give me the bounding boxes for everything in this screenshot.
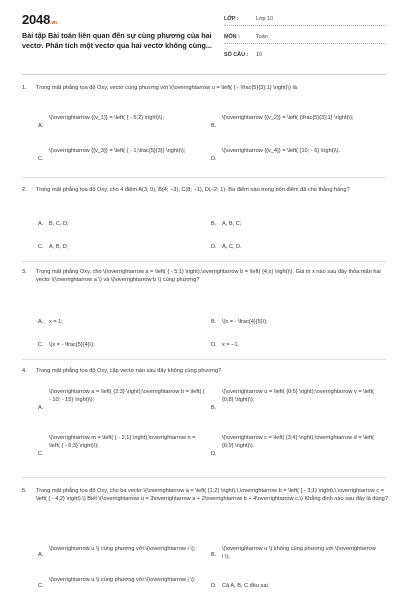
option-text: \(\overrightarrow m = \left( { - 2;1} \right);\overrightarrow n = \left( { - 6;3} \right)\); <box>49 435 196 450</box>
option-c[interactable] <box>38 434 206 457</box>
meta-key: LỚP : <box>224 16 239 22</box>
option-label: A. <box>38 552 44 558</box>
option-label: C. <box>38 583 44 589</box>
option-text: \(\overrightarrow a = \left( {2;3} \right);\overrightarrow b = \left( { - 10; - 15} \right)\); <box>49 389 205 404</box>
option-label: B. <box>211 123 217 129</box>
option-text: \(\overrightarrow {{v_4}} = \left( {10; - 6} \right)\). <box>222 148 340 154</box>
meta-value: Lớp 10 <box>256 16 274 22</box>
option-text: \(x = - \frac{4}{5}\); <box>222 319 268 325</box>
meta-row-class <box>224 14 386 32</box>
option-text: x = 1; <box>49 319 63 325</box>
question-text: Trong mặt phẳng tọa độ Oxy, vectơ cùng phương với \(\overrightarrow u = \left( { - \frac{5}{3};1} \right)\) là <box>36 85 297 91</box>
meta-key: SỐ CÂU : <box>224 52 249 58</box>
question-5 <box>22 487 388 504</box>
option-d[interactable] <box>211 147 376 162</box>
option-text: \(\overrightarrow {{v_3}} = \left( { - 1;\frac{5}{3}} \right)\); <box>49 148 186 154</box>
option-label: C. <box>38 451 44 457</box>
option-text: \(\overrightarrow {{v_1}} = \left( { - 5;2} \right)\); <box>49 115 164 121</box>
option-label: D. <box>211 583 217 589</box>
option-b[interactable] <box>211 545 376 562</box>
header-divider <box>22 74 386 75</box>
option-a[interactable] <box>38 220 198 228</box>
option-label: D. <box>211 156 217 162</box>
option-d[interactable] <box>211 582 376 590</box>
option-label: D. <box>211 342 217 348</box>
option-label: C. <box>38 342 44 348</box>
option-b[interactable] <box>211 220 376 228</box>
option-b[interactable] <box>211 114 376 129</box>
question-number: 5. <box>22 488 27 494</box>
option-label: B. <box>211 221 217 227</box>
question-number: 1. <box>22 85 27 91</box>
option-text: \(\overrightarrow u = \left( {0;5} \right);\overrightarrow v = \left( {0;8} \right)\); <box>222 389 375 404</box>
option-label: A. <box>38 319 44 325</box>
option-text: A, C, D. <box>222 244 242 250</box>
option-b[interactable] <box>211 388 376 411</box>
option-text: \(\overrightarrow u \) không cùng phương với \(\overrightarrow i \); <box>222 546 376 561</box>
option-text: x = −1. <box>222 342 240 348</box>
option-c[interactable] <box>38 147 198 162</box>
question-text: Trong mặt phẳng tọa độ Oxy, cho 4 điểm A(3; 0), B(4; −3), C(8; −1), D(−2; 1). Ba điểm nào trong bốn điểm đã cho thẳng hàng? <box>36 187 350 193</box>
question-number: 4. <box>22 368 27 374</box>
option-a[interactable] <box>38 114 198 129</box>
option-c[interactable] <box>38 243 198 251</box>
option-text: A, B, D; <box>49 244 69 250</box>
meta-row-subject <box>224 32 386 50</box>
question-4 <box>22 367 388 375</box>
option-text: \(\overrightarrow {{v_2}} = \left( {\frac{5}{3};1} \right)\); <box>222 115 354 121</box>
option-a[interactable] <box>38 318 198 326</box>
option-a[interactable] <box>38 388 206 411</box>
option-c[interactable] <box>38 341 198 349</box>
question-divider <box>22 359 386 360</box>
question-text: Trong mặt phẳng tọa độ Oxy, cho ba vectơ \(\overrightarrow a = \left( {1;2} \right),\,\overrightarrow b = \left( { - 3;1} \right),\,\overrightarrow c = \left( { - 4;2} \right).\) Biết \(\overrightarrow u = 3\overrightarrow a + 2\overrightarrow b + 4\overrightarrow c.\) Khẳng định nào sau đây là đúng? <box>36 488 388 503</box>
option-text: Cả A, B, C đều sai. <box>222 583 270 589</box>
option-label: C. <box>38 244 44 250</box>
logo-suffix: .vn <box>50 20 57 26</box>
question-1 <box>22 84 388 92</box>
site-logo[interactable] <box>22 12 57 27</box>
option-d[interactable] <box>211 243 376 251</box>
worksheet-meta <box>224 14 386 68</box>
option-text: \(x = - \frac{5}{4}\); <box>49 342 95 348</box>
question-text: Trong mặt phẳng Oxy, cho \(\overrightarrow a = \left( { - 5;1} \right),\overrightarrow b = \left( {4;x} \right)\). Giá trị x nào sau đây thỏa mãn hai vectơ \(\overrightarrow a \) và \(\overrightarrow b \) cùng phương? <box>36 269 381 284</box>
question-divider <box>22 177 386 178</box>
option-text: B, C, D; <box>49 221 69 227</box>
worksheet-title: Bài tập Bài toán liên quan đến sự cùng phương của hai vectơ. Phân tích một vectơ qua hai vectơ không cùng... <box>22 31 212 50</box>
option-a[interactable] <box>38 545 198 558</box>
question-text: Trong mặt phẳng tọa độ Oxy, cặp vectơ nào sau đây không cùng phương? <box>36 368 222 374</box>
question-number: 2. <box>22 187 27 193</box>
option-text: \(\overrightarrow c = \left( {3;4} \right);\overrightarrow d = \left( {6;9} \right)\). <box>222 435 375 450</box>
meta-value: 10 <box>256 52 262 58</box>
option-label: D. <box>211 451 217 457</box>
question-2 <box>22 186 388 194</box>
question-number: 3. <box>22 269 27 275</box>
meta-value: Toán <box>256 34 268 40</box>
question-divider <box>22 261 386 262</box>
option-text: A, B, C; <box>222 221 242 227</box>
meta-key: MÔN : <box>224 34 240 40</box>
question-3 <box>22 268 388 285</box>
option-label: D. <box>211 244 217 250</box>
meta-row-count <box>224 50 386 68</box>
option-b[interactable] <box>211 318 376 326</box>
option-label: B. <box>211 319 217 325</box>
option-label: B. <box>211 405 217 411</box>
option-text: \(\overrightarrow u \) cùng phương với \(\overrightarrow j \); <box>49 577 196 583</box>
question-divider <box>22 477 386 478</box>
option-label: A. <box>38 221 44 227</box>
option-text: \(\overrightarrow u \) cùng phương với \(\overrightarrow i \); <box>49 546 196 552</box>
option-d[interactable] <box>211 434 376 457</box>
option-c[interactable] <box>38 576 198 589</box>
meta-divider <box>224 43 386 44</box>
option-d[interactable] <box>211 341 376 349</box>
option-label: A. <box>38 123 44 129</box>
option-label: B. <box>211 552 217 558</box>
meta-divider <box>224 25 386 26</box>
option-label: A. <box>38 405 44 411</box>
worksheet-header <box>0 0 400 64</box>
logo-main: 2048 <box>22 12 51 27</box>
option-label: C. <box>38 156 44 162</box>
